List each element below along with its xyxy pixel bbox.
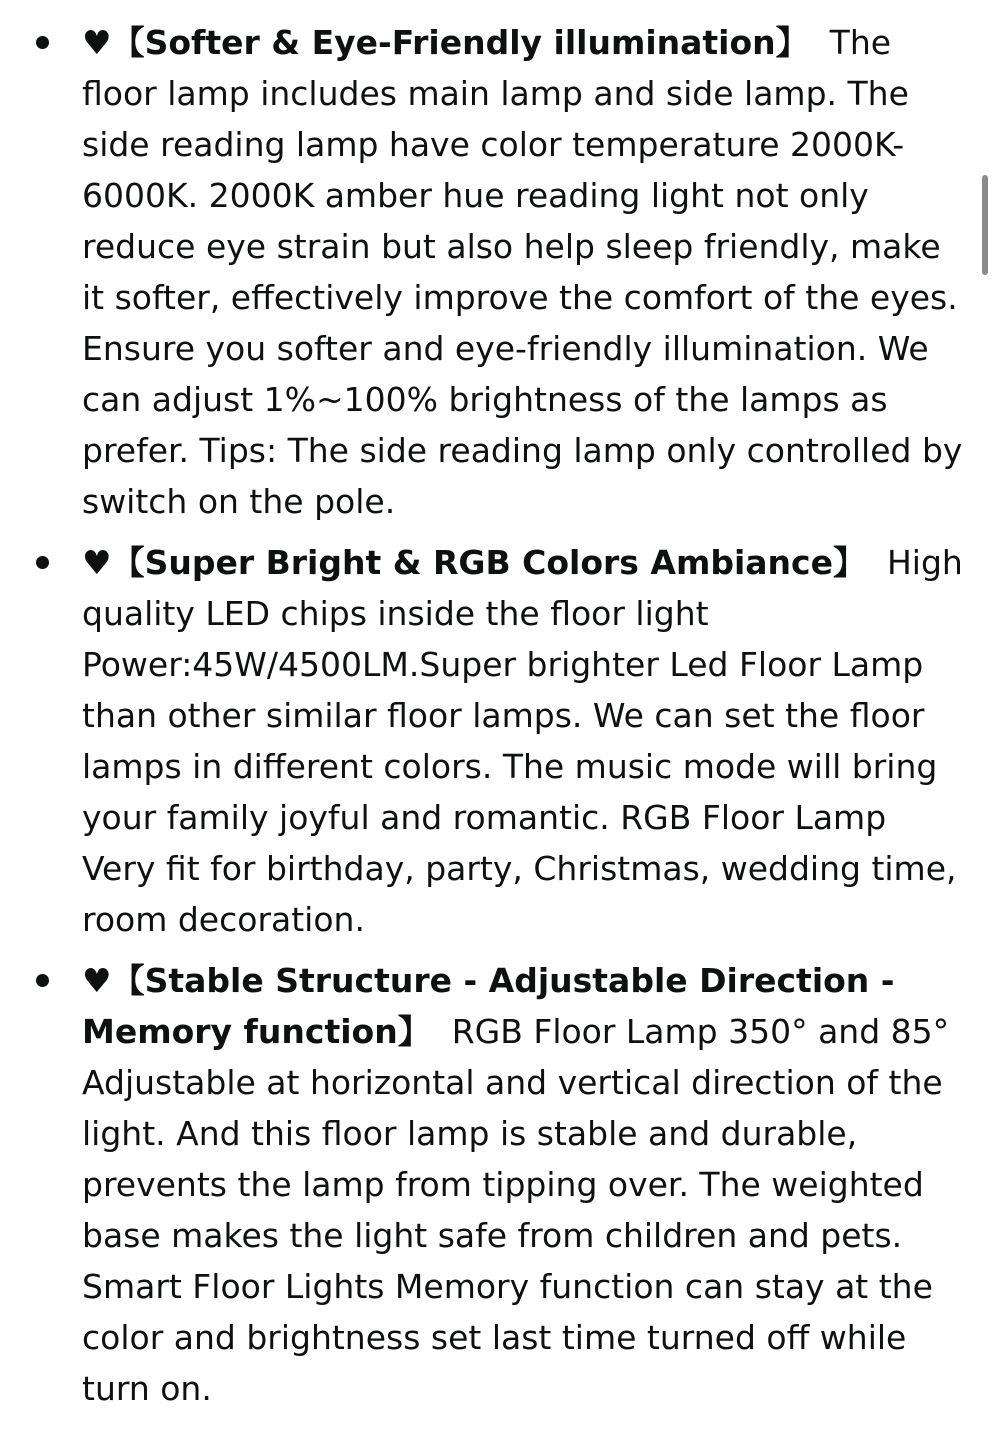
feature-heading: ♥【Softer & Eye-Friendly illumination】 (82, 23, 809, 62)
bullet-dot-icon (36, 556, 49, 569)
feature-body: High quality LED chips inside the floor light Power:45W/4500LM.Super brighter Led Floor Lamp than other similar floor lamps. We can set the floor lamps in different colors. The music mode will bring your family joyful and romantic. RGB Floor Lamp Very fit for birthday, party, Christmas, wedding time, room decoration. (82, 543, 963, 939)
bullet-dot-icon (36, 974, 49, 987)
feature-bullet-3 (0, 955, 996, 1414)
feature-body: The floor lamp includes main lamp and side lamp. The side reading lamp have color temperature 2000K-6000K. 2000K amber hue reading light not only reduce eye strain but also help sleep friendly, make it softer, effectively improve the comfort of the eyes. Ensure you softer and eye-friendly illumination. We can adjust 1%~100% brightness of the lamps as prefer. Tips: The side reading lamp only controlled by switch on the pole. (82, 23, 963, 521)
scrollbar-thumb[interactable] (982, 175, 988, 275)
feature-bullet-1 (0, 17, 996, 527)
feature-bullet-list (0, 17, 996, 1424)
bullet-dot-icon (36, 36, 49, 49)
feature-heading: ♥【Super Bright & RGB Colors Ambiance】 (82, 543, 866, 582)
feature-heading: ♥【Stable Structure - Adjustable Direction - Memory function】 (82, 961, 895, 1051)
feature-bullet-2 (0, 537, 996, 945)
feature-body: RGB Floor Lamp 350° and 85° Adjustable at horizontal and vertical direction of the light. And this floor lamp is stable and durable, prevents the lamp from tipping over. The weighted base makes the light safe from children and pets. Smart Floor Lights Memory function can stay at the color and brightness set last time turned off while turn on. (82, 1012, 950, 1408)
